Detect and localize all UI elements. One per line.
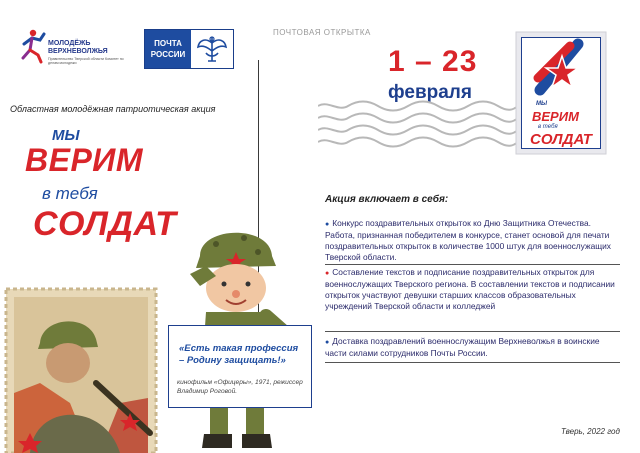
item-divider (325, 362, 620, 363)
includes-item (325, 218, 623, 263)
item-divider (325, 331, 620, 332)
item-divider (325, 264, 620, 265)
date-month: февраля (388, 82, 472, 103)
stamp-inner (521, 37, 601, 149)
post-line1: ПОЧТА (154, 39, 182, 48)
title-verim: ВЕРИМ (25, 142, 143, 178)
action-subtitle: Областная молодёжная патриотическая акция (10, 104, 216, 114)
bullet-icon: ● (325, 339, 330, 346)
quote-caption: кинофильм «Офицеры», 1971, режиссер Владимир Роговой. (177, 379, 303, 395)
title-v-tebya: в тебя (42, 184, 98, 203)
title-soldat: СОЛДАТ (33, 205, 177, 243)
quote-box (168, 325, 312, 408)
stamp-verim: ВЕРИМ (532, 109, 579, 124)
eagle-emblem-icon (191, 30, 233, 68)
includes-item-text: Конкурс поздравительных открыток ко Дню Защитника Отечества. Работа, признанная победителем в конкурсе, станет основой для печати поздравительных открыток в количестве 1000 штук для военнослужащих Тверской области. (325, 218, 611, 262)
quote-text: «Есть такая профессия – Родину защищать!» (179, 343, 299, 366)
soldier-art-stamp-icon (0, 283, 162, 453)
includes-item (325, 336, 623, 359)
title-my: МЫ (52, 127, 80, 144)
footer-place-year: Тверь, 2022 год (561, 427, 620, 436)
stamp-my: МЫ (536, 101, 547, 107)
postmark-waves-icon (318, 96, 518, 156)
youth-logo-title (48, 40, 108, 56)
stamp-soldat: СОЛДАТ (530, 131, 592, 148)
bullet-icon: ● (325, 270, 330, 277)
includes-item (325, 267, 623, 312)
youth-logo (20, 28, 130, 68)
youth-logo-subtext: Правительство Тверской области Комитет по делам молодежи (48, 57, 124, 65)
date-range: 1 – 23 (388, 45, 478, 78)
russian-post-wordmark (145, 30, 191, 68)
postage-stamp (514, 30, 608, 156)
stamp-star-icon (522, 38, 600, 98)
youth-logo-line1: МОЛОДЁЖЬ (48, 40, 91, 47)
post-line2: РОССИИ (150, 50, 186, 59)
running-figure-icon (20, 28, 46, 64)
includes-title: Акция включает в себя: (325, 194, 449, 205)
bullet-icon: ● (325, 221, 330, 228)
russian-post-logo (144, 29, 234, 69)
stamp-v-tebya: в тебя (538, 124, 558, 130)
postcard-label: ПОЧТОВАЯ ОТКРЫТКА (273, 28, 371, 37)
includes-item-text: Составление текстов и подписание поздравительных открыток для военнослужащих Тверского региона. В составлении текстов и подписании открыток участвуют девушки старших классов образовательных учреждений Тверской области и колледжей (325, 267, 615, 311)
youth-logo-line2: ВЕРХНЕВОЛЖЬЯ (48, 48, 108, 55)
includes-item-text: Доставка поздравлений военнослужащим Верхневолжья в воинские части силами сотрудников Почты России. (325, 336, 600, 358)
